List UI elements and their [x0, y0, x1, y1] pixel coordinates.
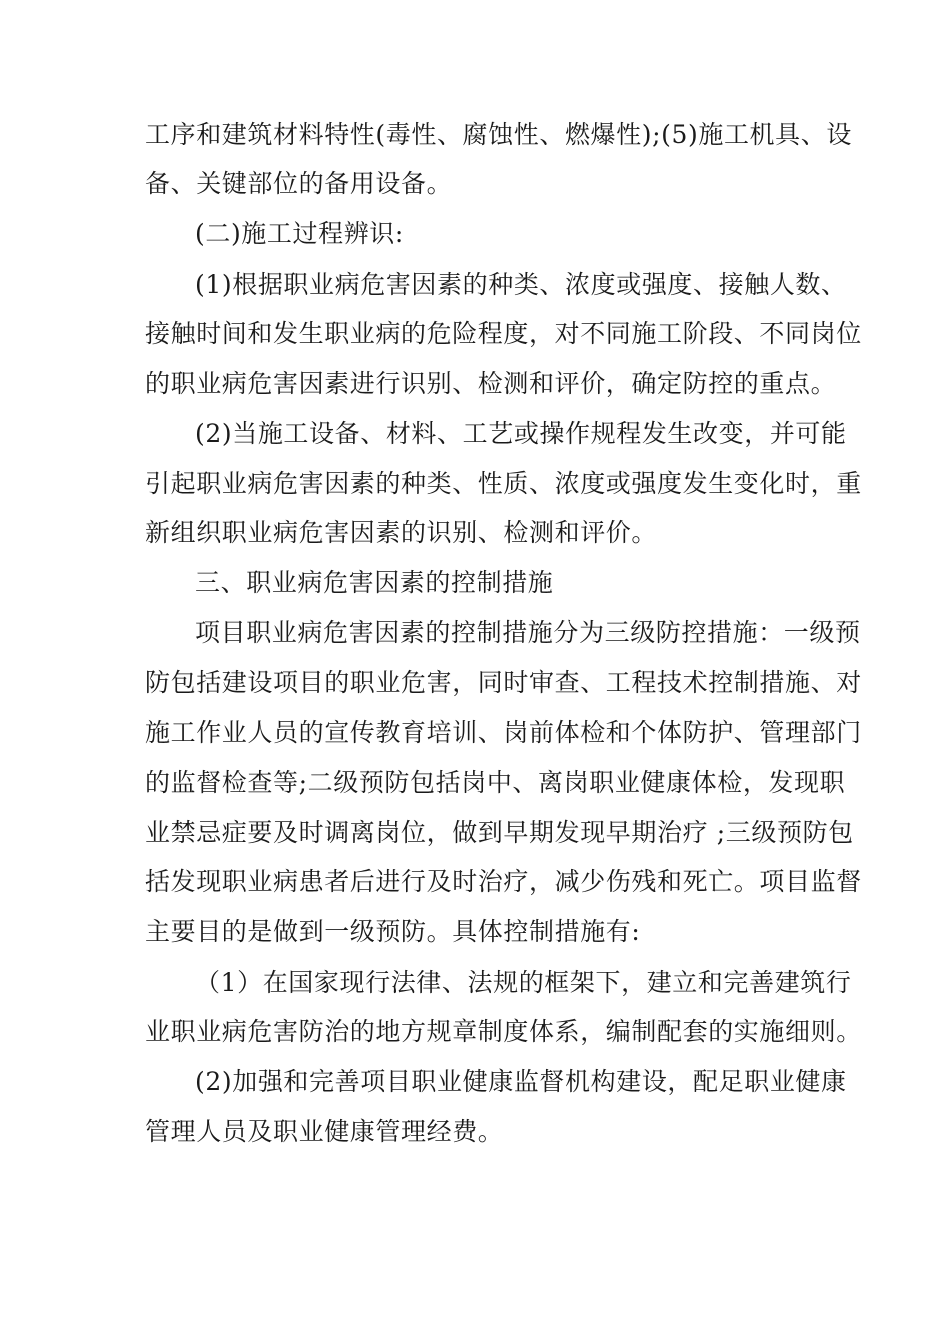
text-line-8: 引起职业病危害因素的种类、性质、浓度或强度发生变化时，重 [145, 469, 862, 498]
text-line-16: 括发现职业病患者后进行及时治疗，减少伤残和死亡。项目监督 [145, 867, 862, 896]
text-line-4: (1)根据职业病危害因素的种类、浓度或强度、接触人数、 [195, 270, 847, 299]
text-line-14: 的监督检查等;二级预防包括岗中、离岗职业健康体检，发现职 [145, 768, 846, 797]
text-line-11: 项目职业病危害因素的控制措施分为三级防控措施：一级预 [195, 618, 861, 647]
text-line-6: 的职业病危害因素进行识别、检测和评价，确定防控的重点。 [145, 369, 837, 398]
text-line-19: 业职业病危害防治的地方规章制度体系，编制配套的实施细则。 [145, 1017, 862, 1046]
text-line-2: 备、关键部位的备用设备。 [145, 169, 453, 198]
text-line-18: （1）在国家现行法律、法规的框架下，建立和完善建筑行 [195, 968, 852, 997]
text-line-1: 工序和建筑材料特性(毒性、腐蚀性、燃爆性);(5)施工机具、设 [145, 120, 852, 149]
text-line-15: 业禁忌症要及时调离岗位，做到早期发现早期治疗 ;三级预防包 [145, 818, 854, 847]
text-line-17: 主要目的是做到一级预防。具体控制措施有: [145, 917, 641, 946]
text-line-20: (2)加强和完善项目职业健康监督机构建设，配足职业健康 [195, 1067, 847, 1096]
section-heading-construction-process: (二)施工过程辨识: [195, 219, 404, 248]
text-line-13: 施工作业人员的宣传教育培训、岗前体检和个体防护、管理部门 [145, 718, 862, 747]
text-line-7: (2)当施工设备、材料、工艺或操作规程发生改变，并可能 [195, 419, 847, 448]
text-line-12: 防包括建设项目的职业危害，同时审查、工程技术控制措施、对 [145, 668, 862, 697]
section-heading-control-measures: 三、职业病危害因素的控制措施 [195, 568, 554, 597]
text-line-5: 接触时间和发生职业病的危险程度，对不同施工阶段、不同岗位 [145, 319, 862, 348]
text-line-9: 新组织职业病危害因素的识别、检测和评价。 [145, 518, 658, 547]
text-line-21: 管理人员及职业健康管理经费。 [145, 1117, 504, 1146]
